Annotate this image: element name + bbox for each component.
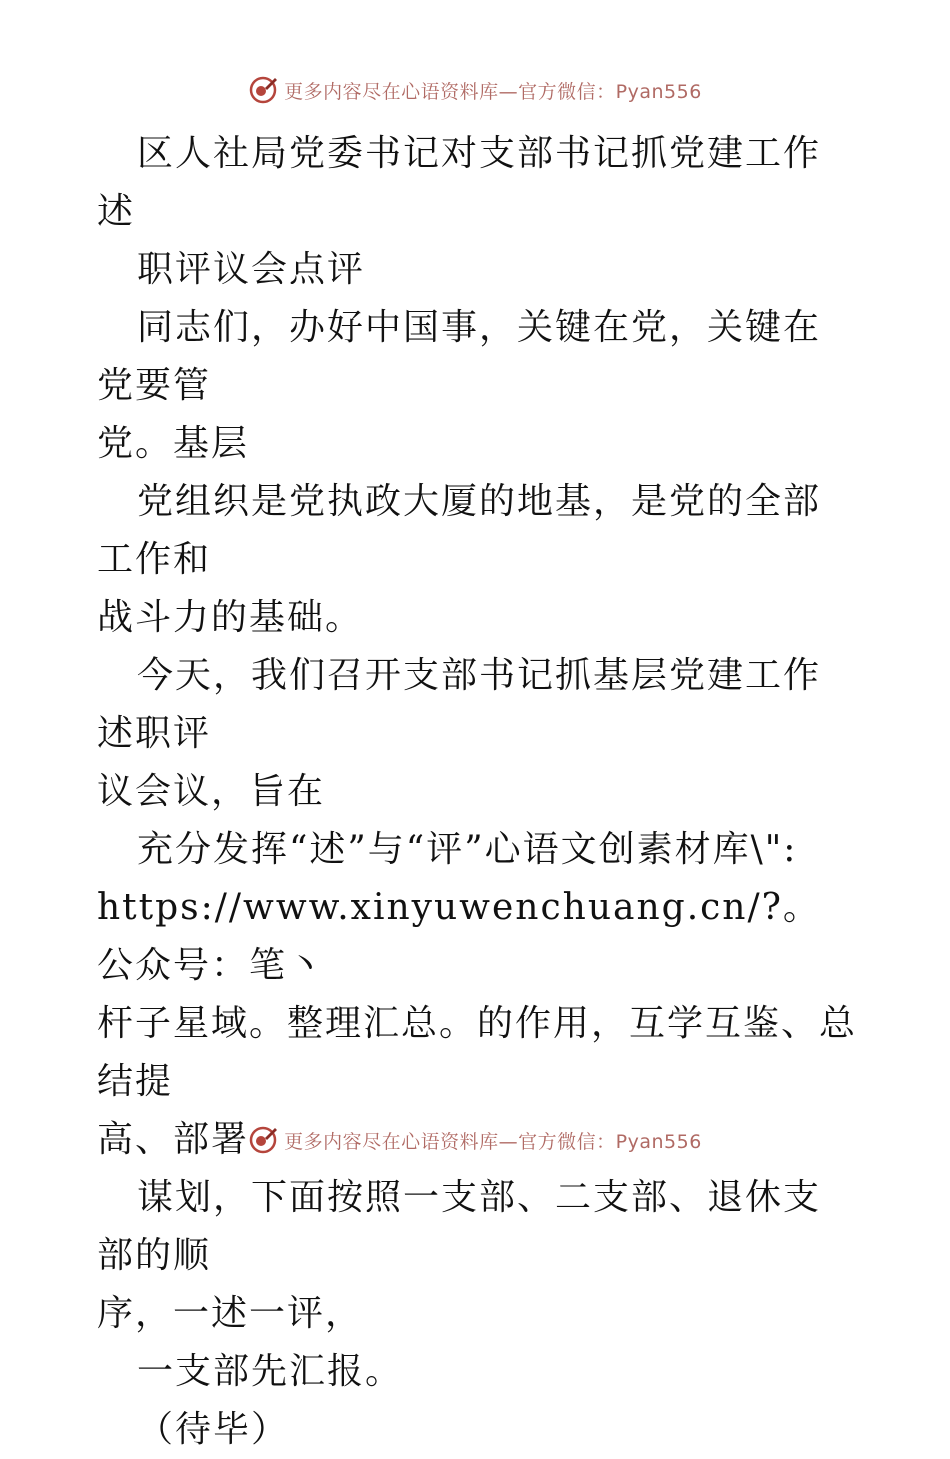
pen-logo-icon	[248, 1125, 278, 1155]
closing-note: （待毕）	[137, 1409, 290, 1450]
document-body	[97, 125, 857, 1459]
title-line: 职评议会点评	[137, 249, 366, 290]
paragraph-line: 序，一述一评，	[97, 1293, 364, 1334]
paragraph-line: 同志们，办好中国事，关键在党，关键在党要管	[97, 307, 822, 406]
paragraph-line: 充分发挥“述”与“评”心语文创素材库\":	[137, 829, 798, 870]
paragraph-line: 党。基层	[97, 423, 250, 464]
paragraph-line: 党组织是党执政大厦的地基，是党的全部工作和	[97, 481, 822, 580]
footer-watermark	[0, 1122, 950, 1158]
paragraph-line: 杆子星域。整理汇总。的作用，互学互鉴、总结提	[97, 1003, 858, 1102]
paragraph-line: 一支部先汇报。	[137, 1351, 404, 1392]
watermark-text: 更多内容尽在心语资料库—官方微信：Pyan556	[284, 80, 702, 103]
header-watermark	[0, 72, 950, 108]
pen-logo-icon	[248, 75, 278, 105]
paragraph-line: 议会议，旨在	[97, 771, 326, 812]
paragraph-line: 高、部署	[97, 1119, 250, 1160]
paragraph-line: https://www.xinyuwenchuang.cn/?。公众号：笔丶	[97, 887, 821, 986]
paragraph-line: 今天，我们召开支部书记抓基层党建工作述职评	[97, 655, 822, 754]
title-line: 区人社局党委书记对支部书记抓党建工作述	[97, 133, 822, 232]
watermark-text: 更多内容尽在心语资料库—官方微信：Pyan556	[284, 1130, 702, 1153]
paragraph-line: 战斗力的基础。	[97, 597, 364, 638]
paragraph-line: 谋划，下面按照一支部、二支部、退休支部的顺	[97, 1177, 822, 1276]
